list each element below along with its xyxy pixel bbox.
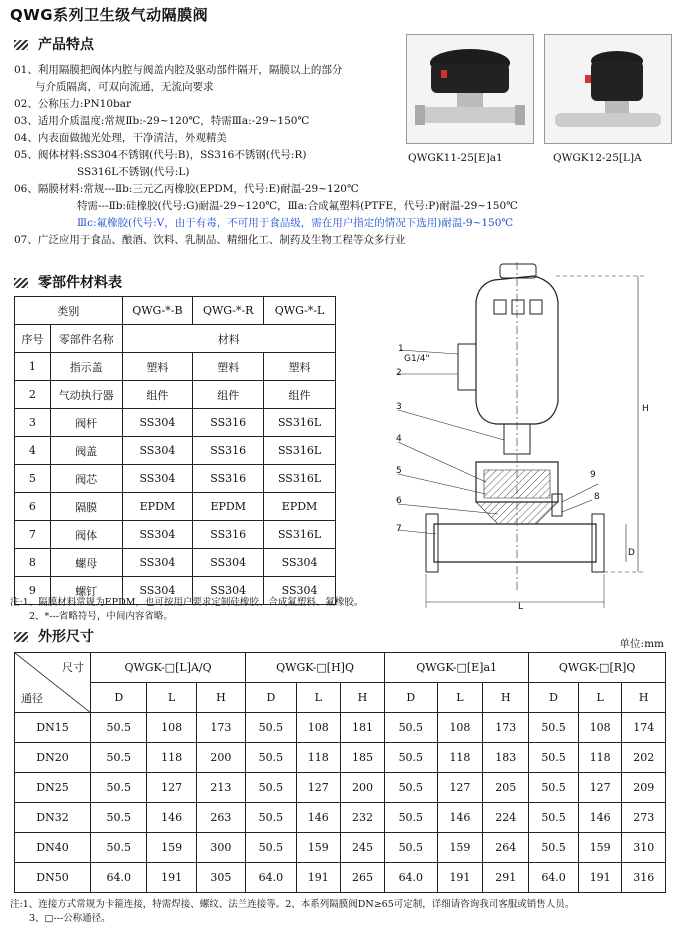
dimension-value: 183 [483,743,529,773]
valve-photo-icon [407,35,533,143]
model-header: QWG-*-R [193,297,264,325]
dimensions-heading-text: 外形尺寸 [38,629,94,645]
dimension-subheader: D [246,683,297,713]
dimension-value: 108 [147,713,196,743]
material-cell: SS304 [122,521,193,549]
dimension-value: 118 [296,743,340,773]
dimension-value: 50.5 [246,713,297,743]
feature-line: 07、广泛应用于食品、酿酒、饮料、乳制品、精细化工、制药及生物工程等众多行业 [14,234,406,246]
dimension-l-label: L [518,602,524,612]
material-cell: SS316 [193,437,264,465]
material-cell: SS316 [193,521,264,549]
note-line: 2、*---省略符号，中间内容省略。 [10,611,173,622]
diagram-label: 4 [396,434,402,444]
material-row [15,381,336,409]
dimension-subheader: D [91,683,147,713]
part-no: 2 [15,381,51,409]
material-row [15,549,336,577]
material-cell: EPDM [122,493,193,521]
dimension-value: 205 [483,773,529,803]
material-header: 材料 [122,325,335,353]
dimension-value: 202 [622,743,666,773]
dimension-row [15,743,666,773]
part-name: 气动执行器 [50,381,122,409]
dimension-value: 50.5 [529,743,579,773]
dimension-value: 146 [296,803,340,833]
features-heading-text: 产品特点 [38,37,94,53]
feature-line: 04、内表面做抛光处理，干净清洁，外观精美 [14,132,227,144]
material-cell: SS304 [264,549,336,577]
dimension-subheader: D [385,683,437,713]
dimension-value: 50.5 [385,743,437,773]
dimension-value: 191 [147,863,196,893]
name-header: 零部件名称 [50,325,122,353]
dimension-value: 191 [437,863,483,893]
section-marker-icon [14,278,28,288]
dimensions-table [14,652,666,893]
feature-line: SS316L不锈钢(代号:L) [14,166,190,178]
material-cell: SS304 [122,465,193,493]
note-line: 注:1、隔膜材料常规为EPDM，也可按用户要求定制硅橡胶、合成氟塑料、氟橡胶。 [10,597,364,608]
valve-section-drawing [386,262,676,620]
dimension-subheader: L [578,683,621,713]
diagram-label: 1 [398,344,404,354]
material-cell: SS316L [264,521,336,549]
dimension-value: 181 [340,713,384,743]
dimension-value: 300 [196,833,245,863]
material-cell: 塑料 [264,353,336,381]
dimension-value: 127 [296,773,340,803]
dimension-row [15,773,666,803]
feature-line: 03、适用介质温度:常规Ⅱb:-29~120℃，特需Ⅲa:-29~150℃ [14,115,310,127]
dimension-value: 50.5 [246,803,297,833]
dimension-value: 265 [340,863,384,893]
part-no: 1 [15,353,51,381]
dimension-value: 159 [147,833,196,863]
corner-size-label: 尺寸 [62,661,84,674]
material-cell: 组件 [122,381,193,409]
dimension-subheader: D [529,683,579,713]
features-heading [14,34,94,54]
dn-cell: DN25 [15,773,91,803]
dimension-value: 159 [437,833,483,863]
feature-line: 05、阀体材料:SS304不锈钢(代号:B)，SS316不锈钢(代号:R) [14,149,307,161]
diagram-label: 6 [396,496,402,506]
diagram-label: 7 [396,524,402,534]
material-row [15,437,336,465]
dimension-value: 64.0 [91,863,147,893]
dimension-value: 50.5 [91,713,147,743]
model-header: QWG-*-B [122,297,193,325]
dimension-value: 213 [196,773,245,803]
dimension-value: 263 [196,803,245,833]
dimension-value: 146 [578,803,621,833]
materials-heading [14,272,122,292]
dimension-value: 127 [437,773,483,803]
category-header: 类别 [15,297,123,325]
dimension-d-label: D [628,548,635,558]
dimension-row [15,863,666,893]
dimension-subheader: H [196,683,245,713]
material-cell: SS316 [193,465,264,493]
material-row [15,465,336,493]
material-row [15,521,336,549]
corner-cell [15,653,91,713]
part-no: 4 [15,437,51,465]
dimension-subheader: H [340,683,384,713]
dimension-value: 159 [296,833,340,863]
dimension-value: 108 [437,713,483,743]
material-cell: SS316L [264,465,336,493]
dimension-value: 127 [147,773,196,803]
part-name: 阀体 [50,521,122,549]
product-photo-2 [544,34,672,144]
part-no: 9 [15,577,51,605]
model-header: QWGK-□[H]Q [246,653,385,683]
dimension-value: 118 [578,743,621,773]
dimension-value: 64.0 [246,863,297,893]
diagram-label: 2 [396,368,402,378]
dimension-subheader: H [622,683,666,713]
material-cell: EPDM [264,493,336,521]
dimension-value: 50.5 [91,773,147,803]
dimension-value: 146 [437,803,483,833]
dimension-value: 191 [296,863,340,893]
part-name: 阀杆 [50,409,122,437]
dimension-value: 173 [483,713,529,743]
dimension-value: 174 [622,713,666,743]
diagram-label: 5 [396,466,402,476]
diagram-label: 9 [590,470,596,480]
feature-line: 02、公称压力:PN10bar [14,98,132,110]
materials-notes [10,594,363,622]
materials-heading-text: 零部件材料表 [38,275,122,291]
section-marker-icon [14,40,28,50]
dimension-value: 50.5 [91,833,147,863]
dimension-value: 64.0 [385,863,437,893]
no-header: 序号 [15,325,51,353]
part-name: 螺母 [50,549,122,577]
dimension-value: 50.5 [385,833,437,863]
material-cell: SS316 [193,409,264,437]
material-cell: SS304 [122,409,193,437]
material-cell: SS304 [122,577,193,605]
material-cell: 塑料 [193,353,264,381]
material-cell: SS304 [193,549,264,577]
part-name: 阀盖 [50,437,122,465]
dn-cell: DN20 [15,743,91,773]
dimension-value: 200 [196,743,245,773]
dimension-value: 291 [483,863,529,893]
model-header: QWGK-□[L]A/Q [91,653,246,683]
material-row [15,409,336,437]
dimension-value: 50.5 [385,803,437,833]
dimension-value: 50.5 [385,713,437,743]
dimensions-notes [10,896,574,924]
feature-line: 06、隔膜材料:常规---Ⅱb:三元乙丙橡胶(EPDM，代号:E)耐温-29~120℃ [14,183,359,195]
dimension-subheader: L [437,683,483,713]
feature-line: 特需---Ⅱb:硅橡胶(代号:G)耐温-29~120℃，Ⅲa:合成氟塑料(PTFE，代号:P)耐温-29~150℃ [14,200,518,212]
part-name: 阀芯 [50,465,122,493]
dimension-value: 50.5 [385,773,437,803]
note-line: 注:1、连接方式常规为卡箍连接，特需焊接、螺纹、法兰连接等。2、本系列隔膜阀DN≥65可定制，详细请咨询我司客服或销售人员。 [10,899,575,910]
material-cell: 组件 [193,381,264,409]
dimension-value: 200 [340,773,384,803]
part-name: 隔膜 [50,493,122,521]
material-cell: SS304 [122,549,193,577]
valve-photo-icon [545,35,671,143]
dimension-value: 316 [622,863,666,893]
photo-2-caption: QWGK12-25[L]A [553,152,642,164]
dimension-row [15,713,666,743]
material-row [15,493,336,521]
dn-cell: DN32 [15,803,91,833]
part-no: 8 [15,549,51,577]
dimension-row [15,833,666,863]
dimension-row [15,803,666,833]
material-cell: SS304 [264,577,336,605]
model-header: QWGK-□[E]a1 [385,653,529,683]
dimension-value: 224 [483,803,529,833]
model-header: QWGK-□[R]Q [529,653,666,683]
dn-cell: DN40 [15,833,91,863]
material-cell: SS316L [264,409,336,437]
material-cell: SS304 [193,577,264,605]
diagram-label: 3 [396,402,402,412]
material-cell: SS316L [264,437,336,465]
material-cell: 组件 [264,381,336,409]
dimension-value: 118 [147,743,196,773]
dimension-value: 50.5 [529,803,579,833]
dimension-value: 146 [147,803,196,833]
dimension-value: 118 [437,743,483,773]
material-row [15,353,336,381]
page-title: QWG系列卫生级气动隔膜阀 [10,6,209,24]
dimension-value: 305 [196,863,245,893]
product-photo-1 [406,34,534,144]
dimension-value: 310 [622,833,666,863]
part-no: 7 [15,521,51,549]
dimension-value: 50.5 [529,773,579,803]
dn-cell: DN15 [15,713,91,743]
corner-dn-label: 通径 [21,692,43,705]
dimension-value: 50.5 [246,743,297,773]
dimension-value: 108 [296,713,340,743]
dn-cell: DN50 [15,863,91,893]
material-cell: SS304 [122,437,193,465]
section-marker-icon [14,632,28,642]
dimension-value: 264 [483,833,529,863]
material-cell: 塑料 [122,353,193,381]
dimension-value: 50.5 [246,773,297,803]
dimension-subheader: L [147,683,196,713]
dimension-value: 159 [578,833,621,863]
dimension-h-label: H [642,404,649,414]
part-no: 6 [15,493,51,521]
unit-label: 单位:mm [619,638,664,650]
dimension-value: 50.5 [91,803,147,833]
dimension-value: 127 [578,773,621,803]
materials-table [14,296,336,605]
model-header: QWG-*-L [264,297,336,325]
dimension-value: 50.5 [529,713,579,743]
diagram-label: 8 [594,492,600,502]
dimensions-heading [14,626,94,646]
dimension-subheader: H [483,683,529,713]
dimension-value: 108 [578,713,621,743]
dimension-value: 50.5 [91,743,147,773]
dimension-value: 64.0 [529,863,579,893]
material-cell: EPDM [193,493,264,521]
dimension-value: 209 [622,773,666,803]
diagram-g-label: G1/4" [404,354,430,364]
feature-line: Ⅲc:氟橡胶(代号:V，由于有毒，不可用于食品级，需在用户指定的情况下选用)耐温-9~150℃ [14,217,514,229]
feature-line: 01、利用隔膜把阀体内腔与阀盖内腔及驱动部件隔开，隔膜以上的部分 [14,64,343,76]
part-name: 指示盖 [50,353,122,381]
dimension-value: 185 [340,743,384,773]
dimension-value: 50.5 [246,833,297,863]
dimension-subheader: L [296,683,340,713]
photo-1-caption: QWGK11-25[E]a1 [408,152,503,164]
dimension-value: 232 [340,803,384,833]
note-line: 3、□---公称通径。 [10,913,111,924]
dimension-value: 173 [196,713,245,743]
part-name: 螺钉 [50,577,122,605]
dimension-value: 245 [340,833,384,863]
part-no: 5 [15,465,51,493]
dimension-value: 191 [578,863,621,893]
part-no: 3 [15,409,51,437]
dimension-value: 50.5 [529,833,579,863]
feature-line: 与介质隔离，可双向流通，无流向要求 [14,81,214,93]
dimension-value: 273 [622,803,666,833]
